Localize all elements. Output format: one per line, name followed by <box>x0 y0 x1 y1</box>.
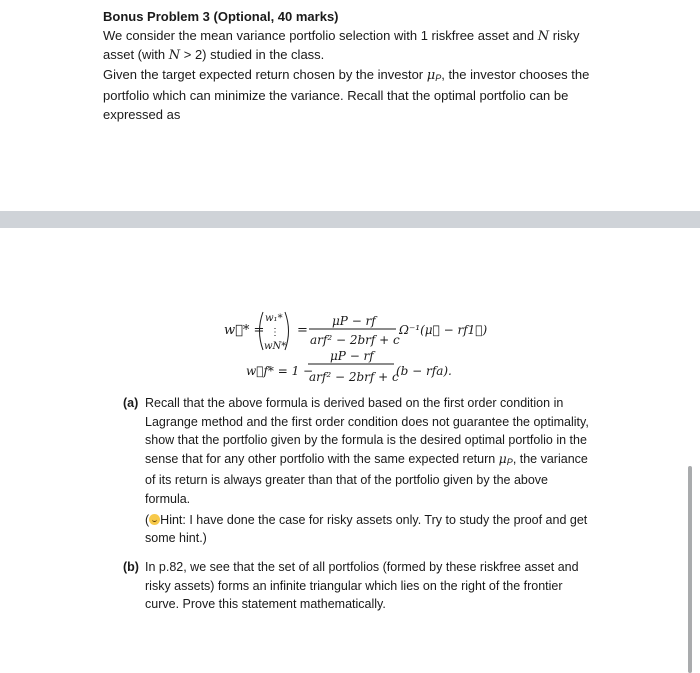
fraction-numerator: μP − rf <box>332 314 376 328</box>
wN-entry: wN* <box>264 341 287 352</box>
wf-lhs: w⃗f* = 1 − <box>246 364 314 378</box>
intro-paragraph-2: Given the target expected return chosen by the investor $\mu_P$, the investor chooses the portfolio which can minimize the variance. Recall that the optimal portfolio can be expressed as <box>103 66 590 122</box>
smiley-emoji-icon <box>149 514 160 525</box>
part-a-label: (a) <box>123 396 139 410</box>
b-term: (b − rfa). <box>396 364 452 378</box>
problem-intro <box>103 8 593 125</box>
fraction2-denominator: arf² − 2brf + c <box>309 370 399 384</box>
vdots: ⋮ <box>270 327 280 338</box>
part-b-label: (b) <box>123 560 139 574</box>
omega-term: Ω⁻¹(μ⃗ − rf1⃗) <box>399 323 488 337</box>
intro-paragraph-1: We consider the mean variance portfolio selection with 1 riskfree asset and N risky asset (with N > 2) studied in the class. <box>103 27 580 64</box>
part-a <box>123 394 593 548</box>
page-divider <box>0 211 700 228</box>
hint: ( Hint: I have done the case for risky assets only. Try to study the proof and get some hint.) <box>145 512 588 546</box>
vertical-scrollbar[interactable] <box>688 466 692 673</box>
part-a-text: Recall that the above formula is derived based on the first order condition in Lagrange method and the first order condition does not guarantee the optimality, show that the portfolio given by the formula is the desired optimal portfolio in the sense that for any other portfolio with the same expected return $\mu_P$, the variance of its return is always greater than that of the portfolio given by the above formula. ( Hint: I have done the case for risky assets only. Try to study the proof and get some hint.) <box>145 394 593 548</box>
fraction-denominator: arf² − 2brf + c <box>310 333 400 347</box>
w-star-lhs: w⃗* = <box>224 323 265 338</box>
problem-title: Bonus Problem 3 (Optional, 40 marks) <box>103 9 339 24</box>
part-b <box>123 558 593 614</box>
formula-svg <box>224 292 494 384</box>
w1-entry: w₁* <box>265 313 283 324</box>
equals-sign: = <box>297 323 308 338</box>
part-b-text: In p.82, we see that the set of all portfolios (formed by these riskfree asset and risky assets) forms an infinite triangular which lies on the right of the frontier curve. Prove this statement mathematically. <box>145 560 579 612</box>
fraction2-numerator: μP − rf <box>330 349 374 363</box>
optimal-portfolio-formula <box>224 292 494 384</box>
